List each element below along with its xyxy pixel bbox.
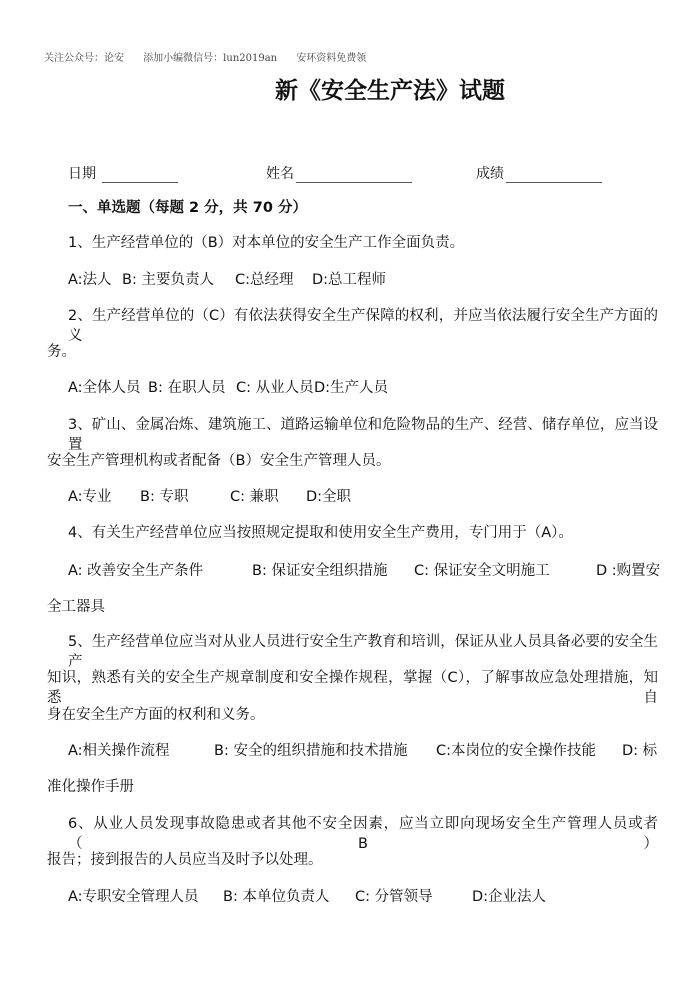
question-text-line: 2、生产经营单位的（C）有依法获得安全生产保障的权利，并应当依法履行安全生产方面的义: [68, 308, 658, 344]
option-d: D:生产人员: [314, 380, 389, 396]
option-a: A:相关操作流程: [68, 743, 170, 759]
option-d: D :购置安: [596, 563, 661, 579]
option-a: A:专业: [68, 489, 112, 505]
option-c: C: 分管领导: [355, 889, 433, 905]
page-title: 新《安全生产法》试题: [275, 78, 505, 104]
option-continuation: 准化操作手册: [47, 779, 134, 795]
option-d: D:全职: [306, 489, 352, 505]
question-text-line: 3、矿山、金属冶炼、建筑施工、道路运输单位和危险物品的生产、经营、储存单位，应当设置: [68, 417, 658, 453]
question-text-line: 5、生产经营单位应当对从业人员进行安全生产教育和培训，保证从业人员具备必要的安全生产: [68, 634, 658, 670]
score-field: [476, 163, 602, 183]
header-item: 关注公众号：论安: [44, 53, 124, 64]
option-b: B: 主要负责人: [122, 272, 214, 288]
question-text-line: 6、从业人员发现事故隐患或者其他不安全因素，应当立即向现场安全生产管理人员或者（B）: [68, 816, 658, 852]
score-label: 成绩: [476, 166, 504, 182]
option-b: B: 安全的组织措施和技术措施: [214, 743, 408, 759]
option-d: D: 标: [622, 743, 658, 759]
question-text-line: 务。: [47, 344, 76, 360]
option-b: B: 本单位负责人: [223, 889, 330, 905]
question-text-line: 4、有关生产经营单位应当按照规定提取和使用安全生产费用，专门用于（A）。: [68, 525, 573, 541]
section-heading: 一、单选题（每题 2 分，共 70 分）: [68, 200, 307, 216]
header-item: 安环资料免费领: [296, 53, 367, 64]
option-continuation: 全工器具: [47, 599, 105, 615]
name-blank: [296, 167, 412, 183]
option-d: D:总工程师: [312, 272, 387, 288]
option-c: C: 保证安全文明施工: [414, 563, 550, 579]
option-a: A:全体人员: [68, 380, 141, 396]
option-d: D:企业法人: [472, 889, 547, 905]
option-b: B: 保证安全组织措施: [252, 563, 388, 579]
question-text-line: 身在安全生产方面的权利和义务。: [47, 707, 265, 723]
page-header: [44, 49, 382, 69]
name-field: [266, 163, 412, 183]
date-field: [68, 163, 178, 183]
option-a: A:专职安全管理人员: [68, 889, 199, 905]
name-label: 姓名: [266, 166, 294, 182]
question-text-line: 安全生产管理机构或者配备（B）安全生产管理人员。: [47, 453, 391, 469]
date-label: 日期: [68, 166, 96, 182]
option-c: C: 从业人员: [236, 380, 314, 396]
header-item: 添加小编微信号：lun2019an: [143, 53, 278, 64]
option-b: B: 在职人员: [148, 380, 226, 396]
option-c: C:总经理: [235, 272, 294, 288]
date-blank: [102, 167, 178, 183]
option-c: C: 兼职: [230, 489, 279, 505]
option-b: B: 专职: [140, 489, 189, 505]
option-c: C:本岗位的安全操作技能: [436, 743, 597, 759]
option-a: A: 改善安全生产条件: [68, 563, 204, 579]
score-blank: [506, 167, 602, 183]
question-text-line: 1、生产经营单位的（B）对本单位的安全生产工作全面负责。: [68, 235, 465, 251]
question-text-line: 知识，熟悉有关的安全生产规章制度和安全操作规程，掌握（C），了解事故应急处理措施，知悉自: [47, 670, 658, 706]
question-text-line: 报告；接到报告的人员应当及时予以处理。: [47, 852, 323, 868]
option-a: A:法人: [68, 272, 112, 288]
